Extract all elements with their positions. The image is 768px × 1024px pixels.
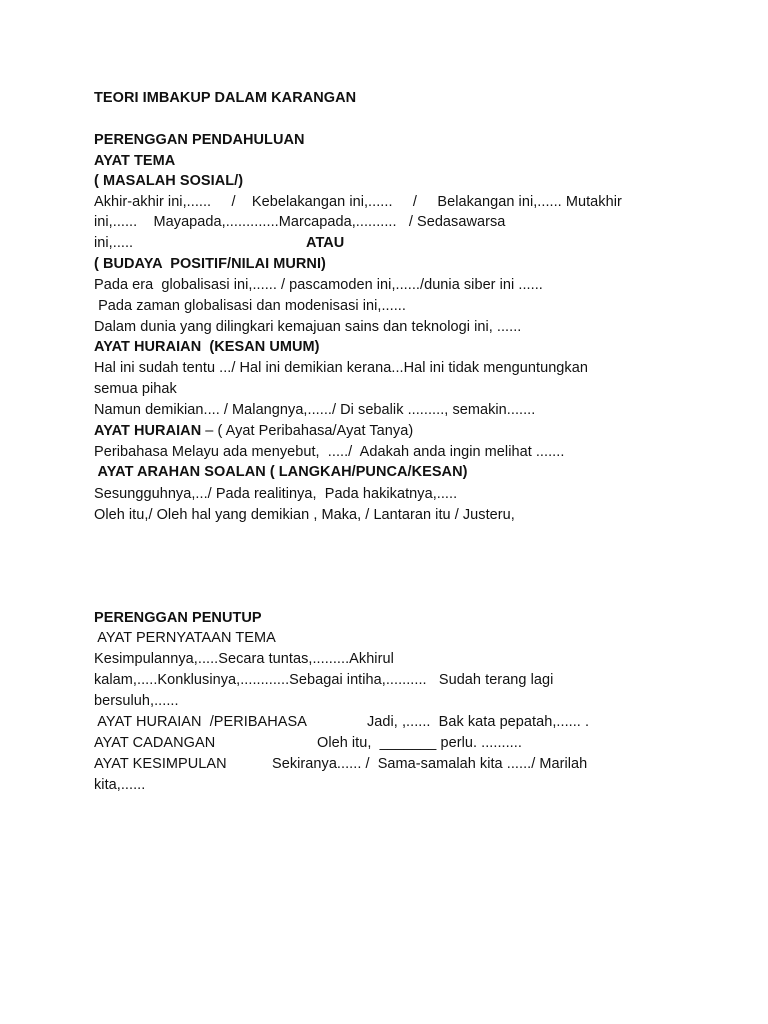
text-line: Peribahasa Melayu ada menyebut, ...../ Adakah anda ingin melihat ....... — [94, 444, 565, 460]
text-cadangan: Oleh itu, _______ perlu. .......... — [317, 735, 522, 751]
text-line: Pada era globalisasi ini,...... / pascamoden ini,....../dunia siber ini ...... — [94, 277, 543, 293]
text-line: semua pihak — [94, 381, 177, 397]
subheading-budaya: ( BUDAYA POSITIF/NILAI MURNI) — [94, 256, 326, 272]
subheading-huraian-peribahasa — [94, 421, 413, 441]
subheading-masalah-sosial: ( MASALAH SOSIAL/) — [94, 173, 244, 189]
text-line: Hal ini sudah tentu .../ Hal ini demikian kerana...Hal ini tidak menguntungkan — [94, 360, 588, 376]
huraian-peribahasa-rest: – ( Ayat Peribahasa/Ayat Tanya) — [201, 423, 414, 439]
label-kesimpulan: AYAT KESIMPULAN — [94, 756, 227, 772]
text-kesimpulan: Sekiranya...... / Sama-samalah kita ....../ Marilah — [272, 756, 588, 772]
document-title: TEORI IMBAKUP DALAM KARANGAN — [94, 90, 357, 106]
text-line: Akhir-akhir ini,...... / Kebelakangan ini,...... / Belakangan ini,...... Mutakhir — [94, 194, 622, 210]
text-line: Pada zaman globalisasi dan modenisasi ini,...... — [94, 298, 406, 314]
label-huraian-peribahasa: AYAT HURAIAN /PERIBAHASA — [94, 714, 307, 730]
text-line: Oleh itu,/ Oleh hal yang demikian , Maka, / Lantaran itu / Justeru, — [94, 507, 515, 523]
label-cadangan: AYAT CADANGAN — [94, 735, 216, 751]
subheading-pernyataan-tema: AYAT PERNYATAAN TEMA — [94, 630, 276, 646]
text-line: Kesimpulannya,.....Secara tuntas,.........Akhirul — [94, 651, 394, 667]
subheading-huraian-umum: AYAT HURAIAN (KESAN UMUM) — [94, 339, 320, 355]
huraian-peribahasa-bold: AYAT HURAIAN — [94, 423, 202, 439]
text-huraian-peribahasa: Jadi, ,...... Bak kata pepatah,...... . — [367, 714, 590, 730]
text-line: Sesungguhnya,.../ Pada realitinya, Pada hakikatnya,..... — [94, 486, 458, 502]
text-line: Namun demikian.... / Malangnya,....../ Di sebalik ........., semakin....... — [94, 402, 536, 418]
text-line: ini,...... Mayapada,.............Marcapada,.......... / Sedasawarsa — [94, 214, 506, 230]
text-line: kita,...... — [94, 777, 146, 793]
subheading-arahan-soalan: AYAT ARAHAN SOALAN ( LANGKAH/PUNCA/KESAN) — [94, 464, 468, 480]
subheading-ayat-tema: AYAT TEMA — [94, 153, 176, 169]
section-heading-penutup: PERENGGAN PENUTUP — [94, 610, 262, 626]
text-line: bersuluh,...... — [94, 693, 179, 709]
atau-label: ATAU — [306, 235, 345, 251]
text-line: ini,..... — [94, 235, 134, 251]
text-line: kalam,.....Konklusinya,............Sebagai intiha,.......... Sudah terang lagi — [94, 672, 554, 688]
text-line: Dalam dunia yang dilingkari kemajuan sains dan teknologi ini, ...... — [94, 319, 522, 335]
section-heading-pendahuluan: PERENGGAN PENDAHULUAN — [94, 132, 305, 148]
